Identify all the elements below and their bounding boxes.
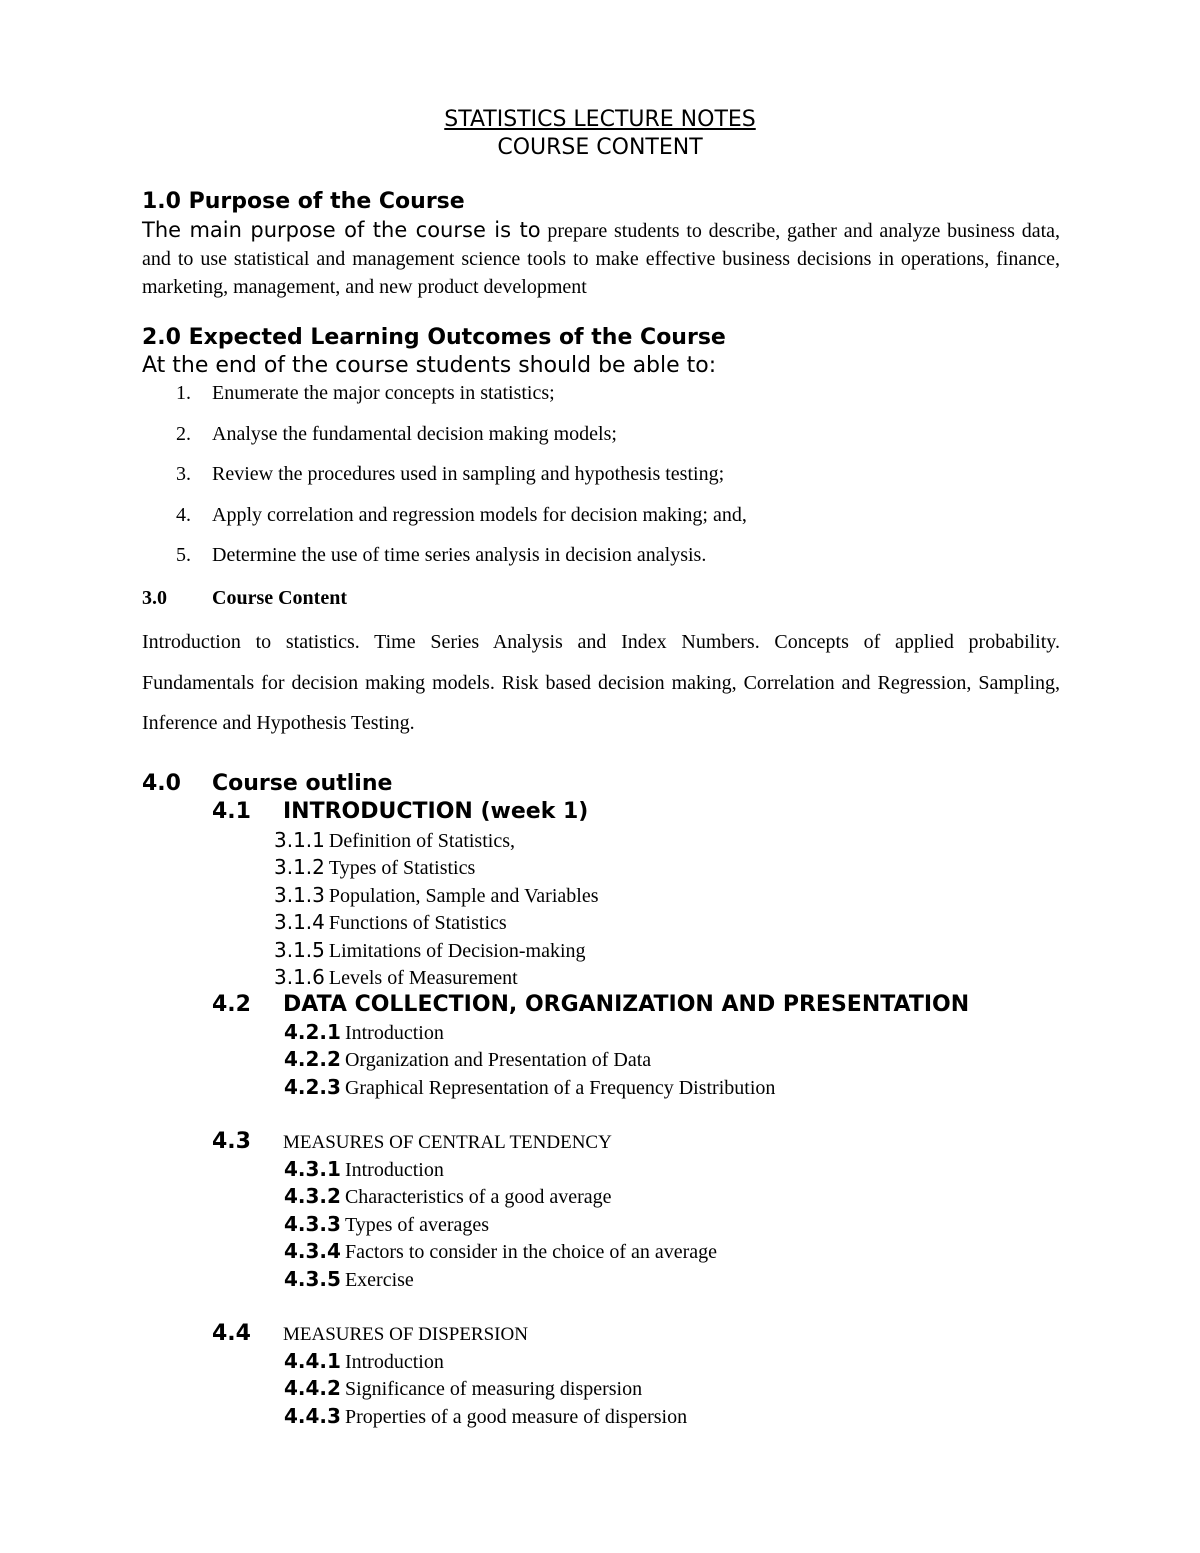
section-1-lead: The main purpose of the course is to [142, 218, 541, 242]
list-text: Apply correlation and regression models for decision making; and, [212, 503, 747, 526]
document-subtitle: COURSE CONTENT [497, 135, 703, 160]
list-item [142, 540, 747, 581]
item-number: 3.1.3 [274, 883, 325, 907]
list-text: Analyse the fundamental decision making models; [212, 422, 617, 445]
item-number: 4.3.2 [284, 1184, 341, 1208]
outline-item [274, 854, 475, 883]
item-number: 3.1.2 [274, 855, 325, 879]
section-3-title: Course Content [212, 587, 347, 609]
section-1-paragraph [142, 216, 1060, 301]
section-3-paragraph: Introduction to statistics. Time Series Analysis and Index Numbers. Concepts of applied probability. Fundamentals for decision making models. Risk based decision making, Correlation and Regression, Sampling, Inference and Hypothesis Testing. [142, 631, 1060, 734]
item-number: 4.3.5 [284, 1267, 341, 1291]
item-number: 4.2.1 [284, 1020, 341, 1044]
subsection-number: 4.1 [212, 799, 251, 824]
item-number: 3.1.6 [274, 965, 325, 989]
item-number: 3.1.1 [274, 828, 325, 852]
item-number: 4.3.1 [284, 1157, 341, 1181]
item-text: Organization and Presentation of Data [344, 1049, 652, 1071]
item-number: 3.1.5 [274, 938, 325, 962]
item-text: Population, Sample and Variables [328, 885, 599, 907]
item-number: 4.4.2 [284, 1376, 341, 1400]
outline-item [284, 1156, 444, 1185]
section-2-lead: At the end of the course students should be able to: [142, 353, 717, 378]
section-1-body: prepare students to describe, gather and analyze business data, and to use statistical and management science tools to make effective business decisions in operations, finance, marketing, management, and new product development [142, 220, 1060, 298]
outline-item [284, 1211, 489, 1240]
item-text: Levels of Measurement [328, 967, 518, 989]
item-text: Functions of Statistics [328, 912, 507, 934]
list-text: Determine the use of time series analysis in decision analysis. [212, 544, 707, 566]
item-number: 4.2.3 [284, 1075, 341, 1099]
outcomes-list [142, 378, 747, 581]
outline-item [284, 1074, 775, 1103]
item-number: 4.3.4 [284, 1239, 341, 1263]
section-2-heading: 2.0 Expected Learning Outcomes of the Course [142, 325, 726, 350]
item-text: Introduction [344, 1022, 444, 1044]
section-1-heading: 1.0 Purpose of the Course [142, 189, 465, 214]
item-text: Properties of a good measure of dispersion [344, 1406, 688, 1428]
item-text: Exercise [344, 1269, 414, 1291]
subsection-title: MEASURES OF DISPERSION [283, 1324, 528, 1345]
subsection-4-2-heading [212, 991, 969, 1019]
list-number: 4. [176, 503, 191, 526]
section-4-title: Course outline [212, 771, 393, 796]
section-3-heading [142, 584, 1060, 612]
outline-item [274, 882, 598, 911]
subsection-title: DATA COLLECTION, ORGANIZATION AND PRESENTATION [283, 992, 970, 1017]
list-item [142, 378, 747, 419]
item-text: Types of averages [344, 1214, 490, 1236]
list-text: Review the procedures used in sampling and hypothesis testing; [212, 463, 725, 485]
list-number: 2. [176, 422, 191, 445]
list-text: Enumerate the major concepts in statistics; [212, 382, 555, 404]
section-3-number: 3.0 [142, 587, 167, 609]
item-text: Limitations of Decision-making [328, 940, 586, 962]
list-number: 1. [176, 382, 191, 404]
subsection-4-4-heading [212, 1320, 528, 1349]
subsection-4-1-heading [212, 798, 588, 826]
subsection-number: 4.2 [212, 992, 251, 1017]
list-number: 5. [176, 544, 191, 566]
subsection-number: 4.3 [212, 1129, 251, 1154]
item-number: 4.2.2 [284, 1047, 341, 1071]
item-number: 4.3.3 [284, 1212, 341, 1236]
list-item [142, 419, 747, 460]
outline-item [284, 1183, 612, 1212]
outline-item [284, 1266, 414, 1295]
item-text: Types of Statistics [328, 857, 476, 879]
outline-item [284, 1046, 651, 1075]
list-item [142, 459, 747, 500]
outline-item [274, 964, 518, 993]
subsection-title: MEASURES OF CENTRAL TENDENCY [283, 1132, 612, 1153]
item-number: 4.4.3 [284, 1404, 341, 1428]
document-title: STATISTICS LECTURE NOTES [444, 107, 756, 132]
item-text: Factors to consider in the choice of an average [344, 1241, 718, 1263]
subsection-4-3-heading [212, 1128, 612, 1157]
subsection-number: 4.4 [212, 1321, 251, 1346]
outline-item [284, 1019, 444, 1048]
item-text: Graphical Representation of a Frequency Distribution [344, 1077, 776, 1099]
outline-item [274, 909, 507, 938]
item-number: 3.1.4 [274, 910, 325, 934]
outline-item [284, 1238, 717, 1267]
section-4-heading [142, 770, 392, 798]
item-text: Introduction [344, 1159, 444, 1181]
subsection-title: INTRODUCTION (week 1) [283, 799, 589, 824]
item-text: Definition of Statistics, [328, 830, 515, 852]
item-text: Characteristics of a good average [344, 1186, 612, 1208]
outline-item [284, 1375, 642, 1404]
outline-item [274, 827, 515, 856]
item-text: Introduction [344, 1351, 444, 1373]
list-number: 3. [176, 463, 191, 485]
outline-item [284, 1348, 444, 1377]
outline-item [274, 937, 586, 966]
list-item [142, 500, 747, 541]
outline-item [284, 1403, 687, 1432]
item-text: Significance of measuring dispersion [344, 1378, 643, 1400]
item-number: 4.4.1 [284, 1349, 341, 1373]
section-4-number: 4.0 [142, 771, 181, 796]
